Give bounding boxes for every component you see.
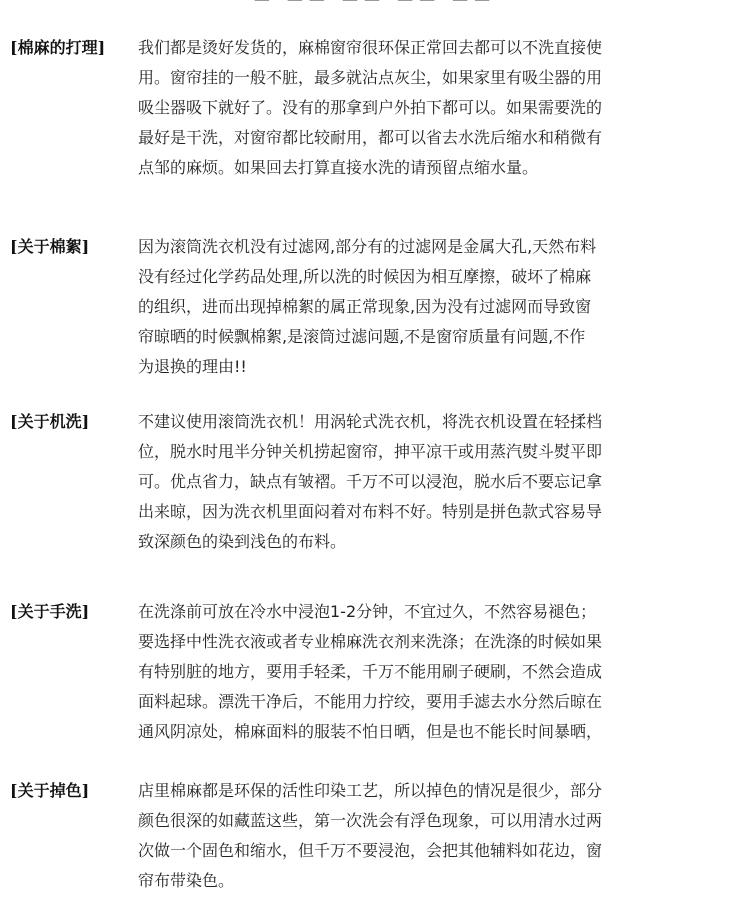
section-label: [关于棉絮] xyxy=(10,237,90,256)
section-body xyxy=(138,407,734,557)
body-line: 我们都是烫好发货的，麻棉窗帘很环保正常回去都可以不洗直接使 xyxy=(138,38,603,57)
body-line: 点邹的麻烦。如果回去打算直接水洗的请预留点缩水量。 xyxy=(138,158,539,177)
body-line: 可。优点省力，缺点有皱褶。千万不可以浸泡，脱水后不要忘记拿 xyxy=(138,472,603,491)
body-line: 面料起球。漂洗干净后，不能用力拧绞，要用手滤去水分然后晾在 xyxy=(138,692,603,711)
body-line: 位，脱水时甩半分钟关机捞起窗帘，抻平凉干或用蒸汽熨斗熨平即 xyxy=(138,442,603,461)
body-line: 次做一个固色和缩水，但千万不要浸泡，会把其他辅料如花边，窗 xyxy=(138,841,603,860)
body-line: 为退换的理由!! xyxy=(138,357,247,376)
section-body xyxy=(138,597,734,747)
section-body xyxy=(138,33,734,183)
body-line: 在洗涤前可放在冷水中浸泡1-2分钟，不宜过久，不然容易褪色； xyxy=(138,602,597,621)
section-label: [棉麻的打理] xyxy=(10,38,106,57)
body-line: 没有经过化学药品处理,所以洗的时候因为相互摩擦，破坏了棉麻 xyxy=(138,267,592,286)
body-line: 不建议使用滚筒洗衣机！用涡轮式洗衣机，将洗衣机设置在轻揉档 xyxy=(138,412,603,431)
body-line: 因为滚筒洗衣机没有过滤网,部分有的过滤网是金属大孔,天然布料 xyxy=(138,237,597,256)
body-line: 有特别脏的地方，要用手轻柔，千万不能用刷子硬刷，不然会造成 xyxy=(138,662,603,681)
section-body xyxy=(138,232,734,382)
body-line: 用。窗帘挂的一般不脏，最多就沾点灰尘，如果家里有吸尘器的用 xyxy=(138,68,603,87)
body-line: 通风阴凉处，棉麻面料的服装不怕日晒，但是也不能长时间暴晒， xyxy=(138,722,603,741)
body-line: 吸尘器吸下就好了。没有的那拿到户外拍下都可以。如果需要洗的 xyxy=(138,98,603,117)
body-line: 要选择中性洗衣液或者专业棉麻洗衣剂来洗涤；在洗涤的时候如果 xyxy=(138,632,603,651)
section-label: [关于手洗] xyxy=(10,602,90,621)
body-line: 致深颜色的染到浅色的布料。 xyxy=(138,532,347,551)
body-line: 帘晾晒的时候飘棉絮,是滚筒过滤问题,不是窗帘质量有问题,不作 xyxy=(138,327,586,346)
section-body xyxy=(138,776,734,896)
body-line: 的组织，进而出现掉棉絮的属正常现象,因为没有过滤网而导致窗 xyxy=(138,297,592,316)
section-label: [关于掉色] xyxy=(10,781,90,800)
body-line: 出来晾，因为洗衣机里面闷着对布料不好。特别是拼色款式容易导 xyxy=(138,502,603,521)
cropped-top-text xyxy=(0,0,750,6)
section-label: [关于机洗] xyxy=(10,412,90,431)
body-line: 店里棉麻都是环保的活性印染工艺，所以掉色的情况是很少，部分 xyxy=(138,781,603,800)
body-line: 最好是干洗，对窗帘都比较耐用，都可以省去水洗后缩水和稍微有 xyxy=(138,128,603,147)
body-line: 颜色很深的如藏蓝这些，第一次洗会有浮色现象，可以用清水过两 xyxy=(138,811,603,830)
body-line: 帘布带染色。 xyxy=(138,871,235,890)
